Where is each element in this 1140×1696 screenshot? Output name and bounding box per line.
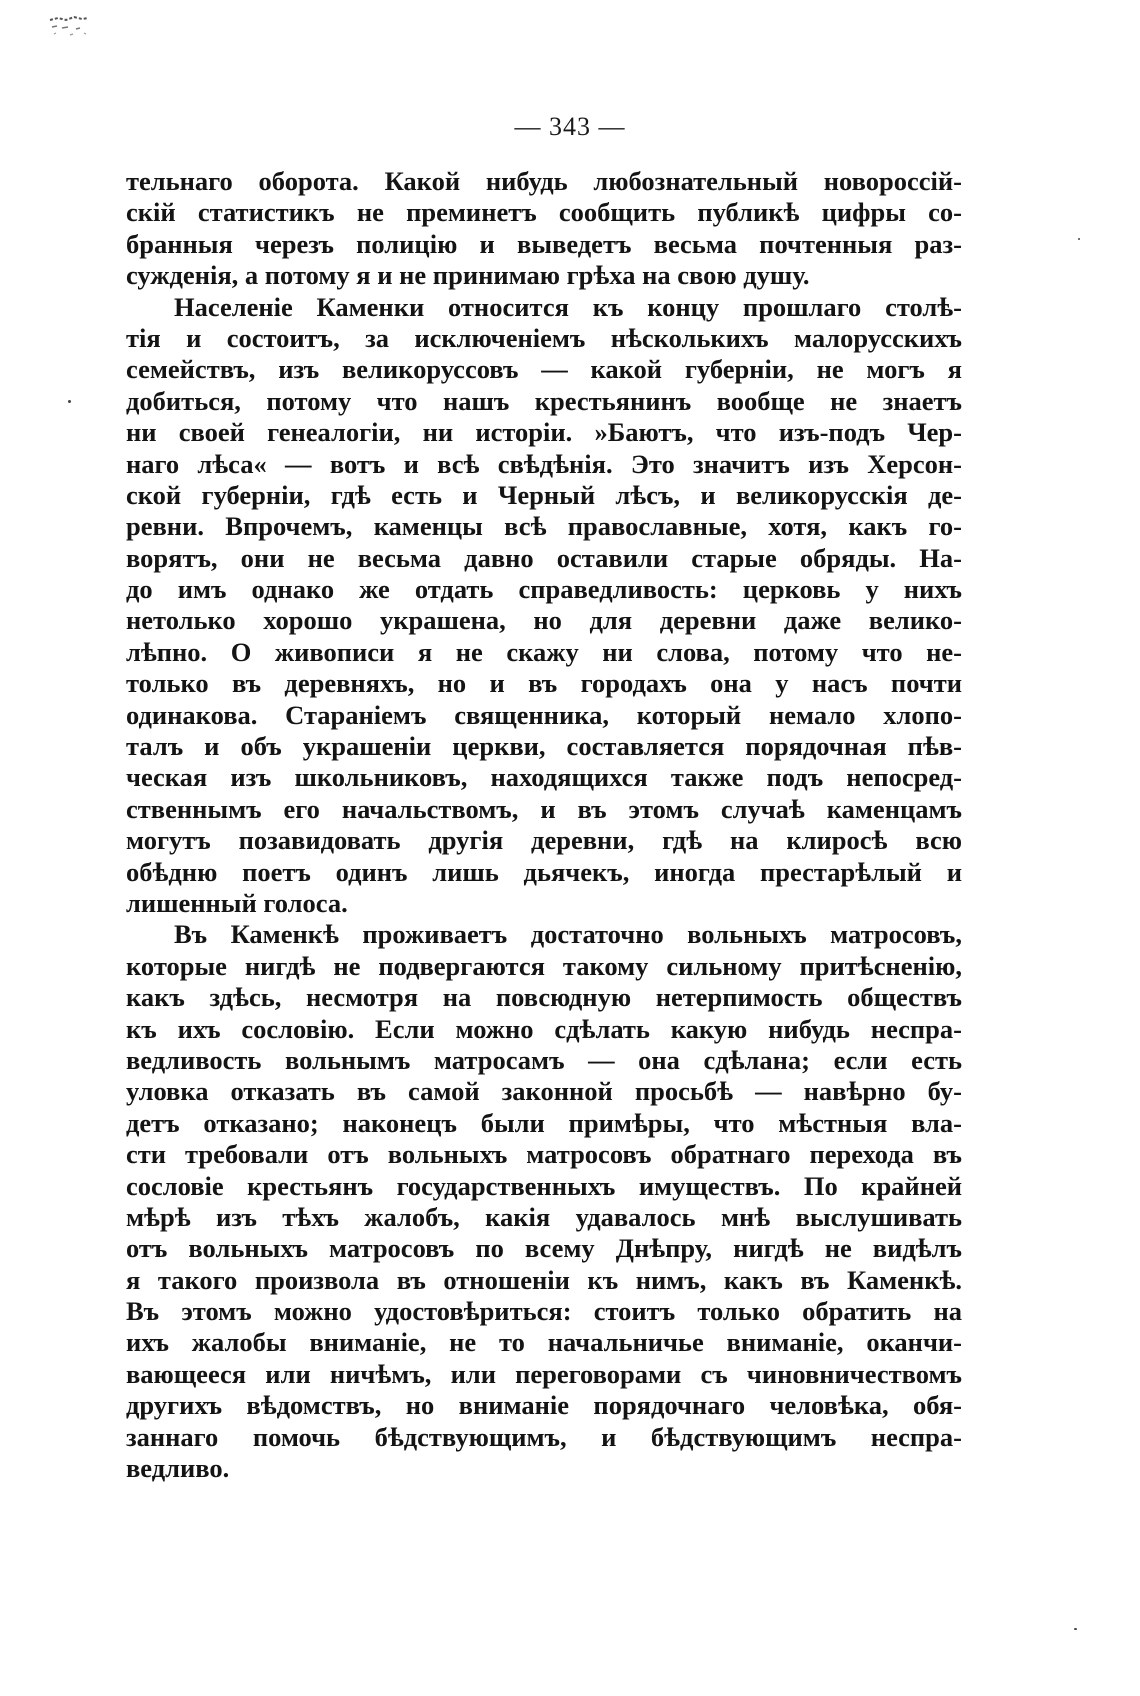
text-line: ни своей генеалогіи, ни исторіи. »Баютъ, что изъ-подъ Чер- (126, 417, 962, 448)
ink-smudge-mark (48, 14, 96, 40)
text-line: мѣрѣ изъ тѣхъ жалобъ, какія удавалось мнѣ выслушивать (126, 1201, 962, 1232)
text-line: до имъ однако же отдать справедливость: церковь у нихъ (126, 574, 962, 605)
text-line: бранныя черезъ полицію и выведетъ весьма почтенныя раз- (126, 228, 962, 259)
body-text (126, 166, 962, 1484)
text-line: вающееся или ничѣмъ, или переговорами съ чиновничествомъ (126, 1358, 962, 1389)
text-line: ворятъ, они не весьма давно оставили старые обряды. На- (126, 542, 962, 573)
text-line: ведливо. (126, 1453, 230, 1484)
text-line: лишенный голоса. (126, 887, 348, 918)
text-line: ческая изъ школьниковъ, находящихся также подъ непосред- (126, 762, 962, 793)
text-line: обѣдню поетъ одинъ лишь дьячекъ, иногда престарѣлый и (126, 856, 962, 887)
text-line: могутъ позавидовать другія деревни, гдѣ на клиросѣ всю (126, 825, 962, 856)
text-line: скій статистикъ не преминетъ сообщить публикѣ цифры со- (126, 197, 962, 228)
text-line: Населеніе Каменки относится къ концу прошлаго столѣ- (174, 291, 962, 322)
text-line: одинакова. Стараніемъ священника, который немало хлопо- (126, 699, 962, 730)
text-line: какъ здѣсь, несмотря на повсюдную нетерпимость обществъ (126, 982, 962, 1013)
text-line: къ ихъ сословію. Если можно сдѣлать какую нибудь неспра- (126, 1013, 962, 1044)
print-speck (1074, 1628, 1077, 1630)
text-line: сословіе крестьянъ государственныхъ имуществъ. По крайней (126, 1170, 962, 1201)
text-line: я такого произвола въ отношеніи къ нимъ, какъ въ Каменкѣ. (126, 1264, 962, 1295)
text-line: нетолько хорошо украшена, но для деревни даже велико- (126, 605, 962, 636)
text-line: ревни. Впрочемъ, каменцы всѣ православные, хотя, какъ го- (126, 511, 962, 542)
text-line: Въ Каменкѣ проживаетъ достаточно вольныхъ матросовъ, (174, 919, 962, 950)
text-line: детъ отказано; наконецъ были примѣры, что мѣстныя вла- (126, 1107, 962, 1138)
text-line: талъ и объ украшеніи церкви, составляется порядочная пѣв- (126, 731, 962, 762)
text-line: другихъ вѣдомствъ, но вниманіе порядочнаго человѣка, обя- (126, 1390, 962, 1421)
text-line: ихъ жалобы вниманіе, не то начальничье вниманіе, оканчи- (126, 1327, 962, 1358)
text-line: добиться, потому что нашъ крестьянинъ вообще не знаетъ (126, 385, 962, 416)
text-line: которые нигдѣ не подвергаются такому сильному притѣсненію, (126, 950, 962, 981)
text-line: заннаго помочь бѣдствующимъ, и бѣдствующимъ неспра- (126, 1421, 962, 1452)
text-line: лѣпно. О живописи я не скажу ни слова, потому что не- (126, 636, 962, 667)
text-line: тія и состоитъ, за исключеніемъ нѣсколькихъ малорусскихъ (126, 322, 962, 353)
text-line: ственнымъ его начальствомъ, и въ этомъ случаѣ каменцамъ (126, 793, 962, 824)
text-line: отъ вольныхъ матросовъ по всему Днѣпру, нигдѣ не видѣлъ (126, 1233, 962, 1264)
text-line: Въ этомъ можно удостовѣриться: стоитъ только обратить на (126, 1296, 962, 1327)
text-line: уловка отказать въ самой законной просьбѣ — навѣрно бу- (126, 1076, 962, 1107)
print-speck (1078, 238, 1080, 240)
page-number: — 343 — (514, 112, 626, 141)
print-speck (68, 400, 71, 403)
text-line: сужденія, а потому я и не принимаю грѣха на свою душу. (126, 260, 810, 291)
text-line: ведливость вольнымъ матросамъ — она сдѣлана; если есть (126, 1044, 962, 1075)
text-line: только въ деревняхъ, но и въ городахъ она у насъ почти (126, 668, 962, 699)
text-line: сти требовали отъ вольныхъ матросовъ обратнаго перехода въ (126, 1139, 962, 1170)
text-line: ской губерніи, гдѣ есть и Черный лѣсъ, и великорусскія де- (126, 479, 962, 510)
text-line: тельнаго оборота. Какой нибудь любознательный новороссій- (126, 166, 962, 196)
text-line: наго лѣса« — вотъ и всѣ свѣдѣнія. Это значитъ изъ Херсон- (126, 448, 962, 479)
text-line: семействъ, изъ великоруссовъ — какой губерніи, не могъ я (126, 354, 962, 385)
